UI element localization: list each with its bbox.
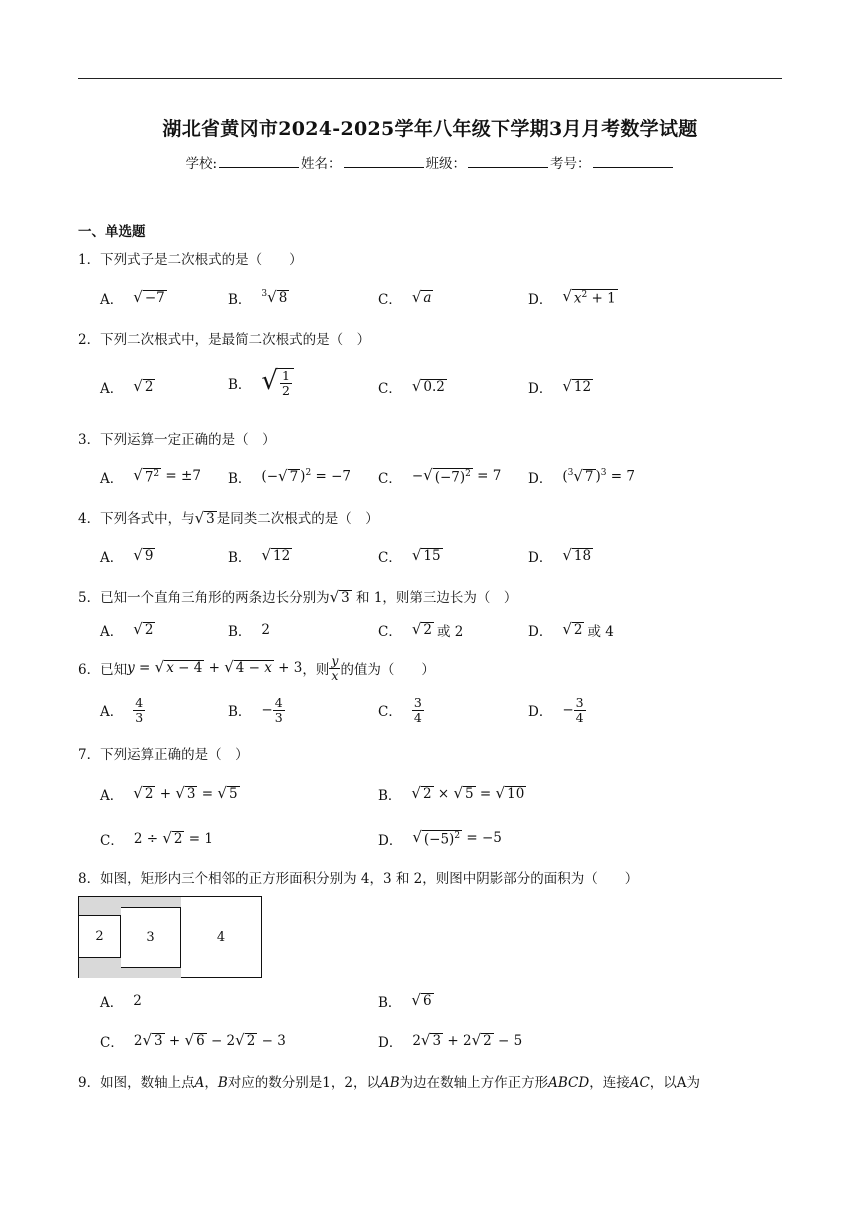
question-5-stem: [78, 586, 517, 607]
math-expr: √ $7^2$ = ±7: [133, 465, 201, 486]
q2-option-c[interactable]: [378, 377, 447, 397]
point-label: A: [676, 1075, 687, 1091]
shaded-region-bottom: [79, 958, 121, 978]
option-label: A．: [100, 624, 124, 640]
q8-option-d[interactable]: [378, 1031, 522, 1051]
q3-option-c[interactable]: [378, 467, 501, 487]
stem-text: ，连接: [589, 1075, 630, 1091]
stem-text: 是同类二次根式的是（ ）: [216, 511, 379, 527]
math-expr: √ 15: [411, 545, 441, 564]
math-expr: √ 3: [194, 509, 215, 527]
point-label: B: [217, 1075, 228, 1091]
name-label: 姓名：: [301, 156, 342, 172]
option-label: B．: [228, 550, 252, 566]
class-label: 班级：: [425, 156, 467, 172]
math-expr: √ 9: [133, 545, 154, 564]
point-label: A: [194, 1075, 205, 1091]
q6-option-a[interactable]: [100, 696, 145, 725]
stem-text: 对应的数分别是1，2，以: [227, 1075, 380, 1091]
option-label: A．: [100, 788, 124, 804]
page-title: 湖北省黄冈市2024-2025学年八年级下学期3月月考数学试题: [162, 118, 698, 140]
q2-option-b[interactable]: [228, 368, 294, 398]
q3-option-b[interactable]: [228, 467, 351, 487]
option-label: C．: [378, 292, 402, 308]
student-info-line: [0, 152, 860, 172]
option-label: A．: [100, 995, 124, 1011]
option-label: C．: [378, 704, 402, 721]
option-label: C．: [100, 1035, 124, 1051]
segment-label: AB: [379, 1075, 400, 1091]
q8-option-b[interactable]: [378, 991, 434, 1011]
option-label: A．: [100, 550, 124, 566]
question-1-stem: 1．下列式子是二次根式的是（ ）: [78, 252, 303, 268]
q1-option-b[interactable]: [228, 288, 289, 308]
question-2-stem: 2．下列二次根式中，是最简二次根式的是（ ）: [78, 332, 371, 348]
option-label: D．: [528, 704, 553, 721]
option-label: C．: [378, 471, 402, 487]
stem-text: 和 1，则第三边长为（ ）: [351, 590, 518, 606]
stem-text: 的值为（ ）: [340, 662, 435, 679]
math-expr: 2 ÷ √ 2 = 1: [133, 828, 213, 847]
math-expr: √ 2: [562, 619, 583, 638]
section-heading: 一、单选题: [78, 224, 146, 240]
math-expr: √ 12: [261, 545, 291, 564]
math-expr: √ 3: [329, 588, 350, 606]
question-6-stem: [78, 654, 435, 683]
math-expr: $\frac{4}{3}$: [274, 695, 283, 725]
q7-option-c[interactable]: [100, 829, 213, 849]
q4-option-b[interactable]: [228, 546, 292, 566]
question-8-stem: 8．如图，矩形内三个相邻的正方形面积分别为 4，3 和 2，则图中阴影部分的面积为（ ）: [78, 871, 639, 887]
q3-option-d[interactable]: [528, 467, 635, 487]
q4-option-c[interactable]: [378, 546, 443, 566]
exam-no-blank[interactable]: [593, 155, 673, 168]
math-expr: √ 18: [562, 545, 592, 564]
stem-text: 6．已知: [78, 662, 128, 679]
math-expr: √ 2 × √ 5 = √ 10: [411, 783, 525, 802]
q1-option-c[interactable]: [378, 288, 433, 308]
q6-option-b[interactable]: [228, 696, 285, 725]
math-expr: $\frac{3}{4}$: [575, 695, 584, 725]
math-expr: √ 12: [562, 376, 592, 395]
option-label: A．: [100, 704, 124, 721]
shaded-region-mid-bottom: [121, 968, 181, 978]
stem-text: 为边在数轴上方作正方形: [399, 1075, 549, 1091]
question-7-stem: 7．下列运算正确的是（ ）: [78, 747, 249, 763]
q5-option-b[interactable]: [228, 620, 270, 640]
option-text: 或 2: [437, 624, 464, 640]
math-expr: $\frac{3}{4}$: [413, 695, 422, 725]
stem-text: 4．下列各式中，与: [78, 511, 195, 527]
top-rule: [78, 78, 782, 79]
option-label: D．: [378, 1035, 403, 1051]
school-label: 学校:: [185, 156, 218, 172]
math-expr: ($^3$ √ 7 )$^3$ = 7: [562, 466, 635, 485]
option-label: B．: [228, 471, 252, 487]
question-4-stem: [78, 507, 379, 528]
math-expr: (− √ 7 )$^2$ = −7: [261, 466, 351, 485]
option-text: 2: [133, 993, 142, 1009]
q7-option-d[interactable]: [378, 829, 502, 849]
math-expr: √ 0.2: [411, 376, 445, 395]
q6-option-d[interactable]: [528, 696, 586, 725]
q2-option-d[interactable]: [528, 377, 593, 397]
question-3-stem: 3．下列运算一定正确的是（ ）: [78, 432, 276, 448]
exam-no-label: 考号：: [550, 156, 591, 172]
option-label: D．: [528, 624, 553, 640]
square-label: 3: [146, 930, 155, 945]
square-4: [181, 897, 261, 977]
option-text: 2: [261, 622, 271, 638]
q7-option-b[interactable]: [378, 784, 526, 804]
q2-option-a[interactable]: [100, 377, 155, 397]
q8-option-a[interactable]: [100, 991, 142, 1011]
squares-figure: [78, 896, 262, 978]
option-label: D．: [528, 550, 553, 566]
square-2: [79, 915, 121, 958]
square-3: [121, 907, 181, 968]
school-blank[interactable]: [219, 155, 299, 168]
stem-text: ，以: [649, 1075, 677, 1091]
shaded-region-mid-top: [121, 897, 181, 907]
segment-label: AC: [629, 1075, 650, 1091]
square-label: 4: [216, 929, 226, 945]
option-label: B．: [378, 788, 402, 804]
math-expr: √ 2 + √ 3 = √ 5: [133, 783, 238, 802]
math-expr: 2 √ 3 + 2 √ 2 − 5: [412, 1030, 523, 1049]
q4-option-a[interactable]: [100, 546, 155, 566]
math-expr: √ a: [411, 287, 432, 306]
math-expr: √ 2: [133, 376, 154, 395]
option-label: B．: [228, 376, 252, 393]
name-blank[interactable]: [344, 155, 424, 168]
option-label: D．: [528, 381, 553, 397]
math-expr: √ $x^2 + 1$: [562, 286, 616, 307]
math-expr: √ $(-5)^2$ = −5: [412, 827, 502, 848]
option-label: A．: [100, 471, 124, 487]
math-expr: y = √ x − 4 + √ 4 − x + 3: [127, 657, 303, 676]
option-text: 或 4: [587, 624, 614, 640]
q5-option-a[interactable]: [100, 620, 155, 640]
option-label: D．: [528, 292, 553, 308]
math-expr: √ 2: [133, 619, 154, 638]
math-expr: 2 √ 3 + √ 6 − 2 √ 2 − 3: [133, 1030, 286, 1049]
question-9-stem: [78, 1071, 700, 1091]
math-expr: −: [562, 702, 574, 719]
option-label: A．: [100, 292, 124, 308]
math-expr: $\frac{y}{x}$: [331, 653, 339, 683]
math-expr: √ $\frac{1}{2}$: [261, 368, 294, 398]
option-label: B．: [228, 624, 252, 640]
option-label: C．: [100, 833, 124, 849]
stem-text: ，则: [302, 662, 330, 679]
square-label: ABCD: [548, 1075, 590, 1091]
math-expr: −: [261, 702, 273, 719]
math-expr: $^3$ √ 8: [261, 287, 288, 306]
stem-text: 5．已知一个直角三角形的两条边长分别为: [78, 590, 330, 606]
option-label: C．: [378, 550, 402, 566]
option-label: D．: [528, 471, 553, 487]
q5-option-c[interactable]: [378, 620, 463, 640]
math-expr: √ 2: [411, 619, 432, 638]
math-expr: √ −7: [133, 287, 165, 306]
math-expr: √ 6: [411, 990, 432, 1009]
class-blank[interactable]: [468, 155, 548, 168]
option-label: B．: [228, 704, 252, 721]
q1-option-d[interactable]: [528, 288, 618, 308]
stem-text: ，: [204, 1075, 218, 1091]
option-label: D．: [378, 833, 403, 849]
q1-option-a[interactable]: [100, 288, 167, 308]
shaded-region-top: [79, 897, 121, 915]
option-label: B．: [228, 292, 252, 308]
option-label: A．: [100, 381, 124, 397]
q3-option-a[interactable]: [100, 467, 201, 487]
q7-option-a[interactable]: [100, 784, 240, 804]
option-label: B．: [378, 995, 402, 1011]
math-expr: − √ $(-7)^2$ = 7: [411, 465, 502, 486]
option-label: C．: [378, 624, 402, 640]
option-label: C．: [378, 381, 402, 397]
math-expr: $\frac{4}{3}$: [135, 695, 144, 725]
square-label: 2: [95, 929, 104, 944]
stem-text: 为: [686, 1075, 701, 1091]
q5-option-d[interactable]: [528, 620, 614, 640]
q4-option-d[interactable]: [528, 546, 593, 566]
q8-option-c[interactable]: [100, 1031, 286, 1051]
q6-option-c[interactable]: [378, 696, 424, 725]
stem-text: 9．如图，数轴上点: [78, 1075, 195, 1091]
